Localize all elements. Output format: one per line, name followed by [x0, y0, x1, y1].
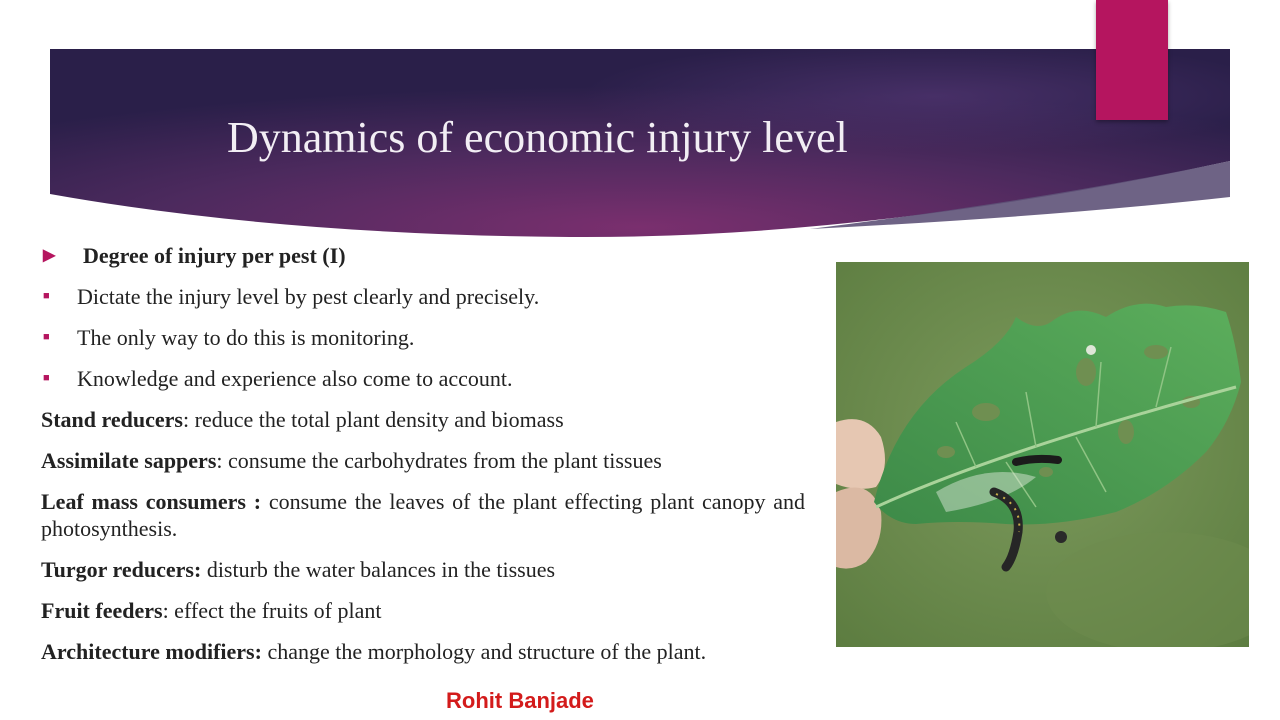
definition-text: : effect the fruits of plant — [162, 598, 382, 623]
definition-paragraph — [41, 406, 805, 433]
slide-body — [41, 242, 805, 679]
bullet-item — [41, 324, 805, 351]
slide-title: Dynamics of economic injury level — [227, 113, 848, 162]
arrow-bullet-icon: ▶ — [43, 247, 56, 264]
definition-term: Turgor reducers: — [41, 557, 202, 582]
caterpillar-leaf-photo — [836, 262, 1249, 647]
bullet-item-text: Dictate the injury level by pest clearly and precisely. — [77, 284, 540, 309]
square-bullet-icon: ■ — [43, 290, 50, 302]
definition-text: : consume the carbohydrates from the plant tissues — [216, 448, 662, 473]
definition-text: change the morphology and structure of the plant. — [261, 639, 707, 664]
definition-paragraph — [41, 447, 805, 474]
square-bullet-icon: ■ — [43, 331, 50, 343]
definition-term: Assimilate sappers — [41, 448, 217, 473]
author-name: Rohit Banjade — [446, 688, 594, 713]
bullet-heading — [41, 242, 805, 269]
bullet-item-text: The only way to do this is monitoring. — [77, 325, 415, 350]
definition-paragraph — [41, 638, 805, 665]
definition-text: consume the leaves of the plant effecting plant canopy and photosynthesis. — [41, 489, 806, 541]
definition-term: Architecture modifiers: — [41, 639, 262, 664]
definition-term: Stand reducers — [41, 407, 183, 432]
definition-text: disturb the water balances in the tissues — [201, 557, 556, 582]
definition-paragraph — [41, 488, 805, 542]
bullet-heading-text: Degree of injury per pest (I) — [83, 243, 346, 268]
accent-tab — [1096, 0, 1168, 120]
bullet-item — [41, 365, 805, 392]
bullet-item — [41, 283, 805, 310]
definition-text: : reduce the total plant density and biomass — [183, 407, 564, 432]
square-bullet-icon: ■ — [43, 372, 50, 384]
bullet-item-text: Knowledge and experience also come to account. — [77, 366, 513, 391]
definition-term: Leaf mass consumers : — [41, 489, 262, 514]
definition-paragraph — [41, 597, 805, 624]
definition-term: Fruit feeders — [41, 598, 163, 623]
definition-paragraph — [41, 556, 805, 583]
